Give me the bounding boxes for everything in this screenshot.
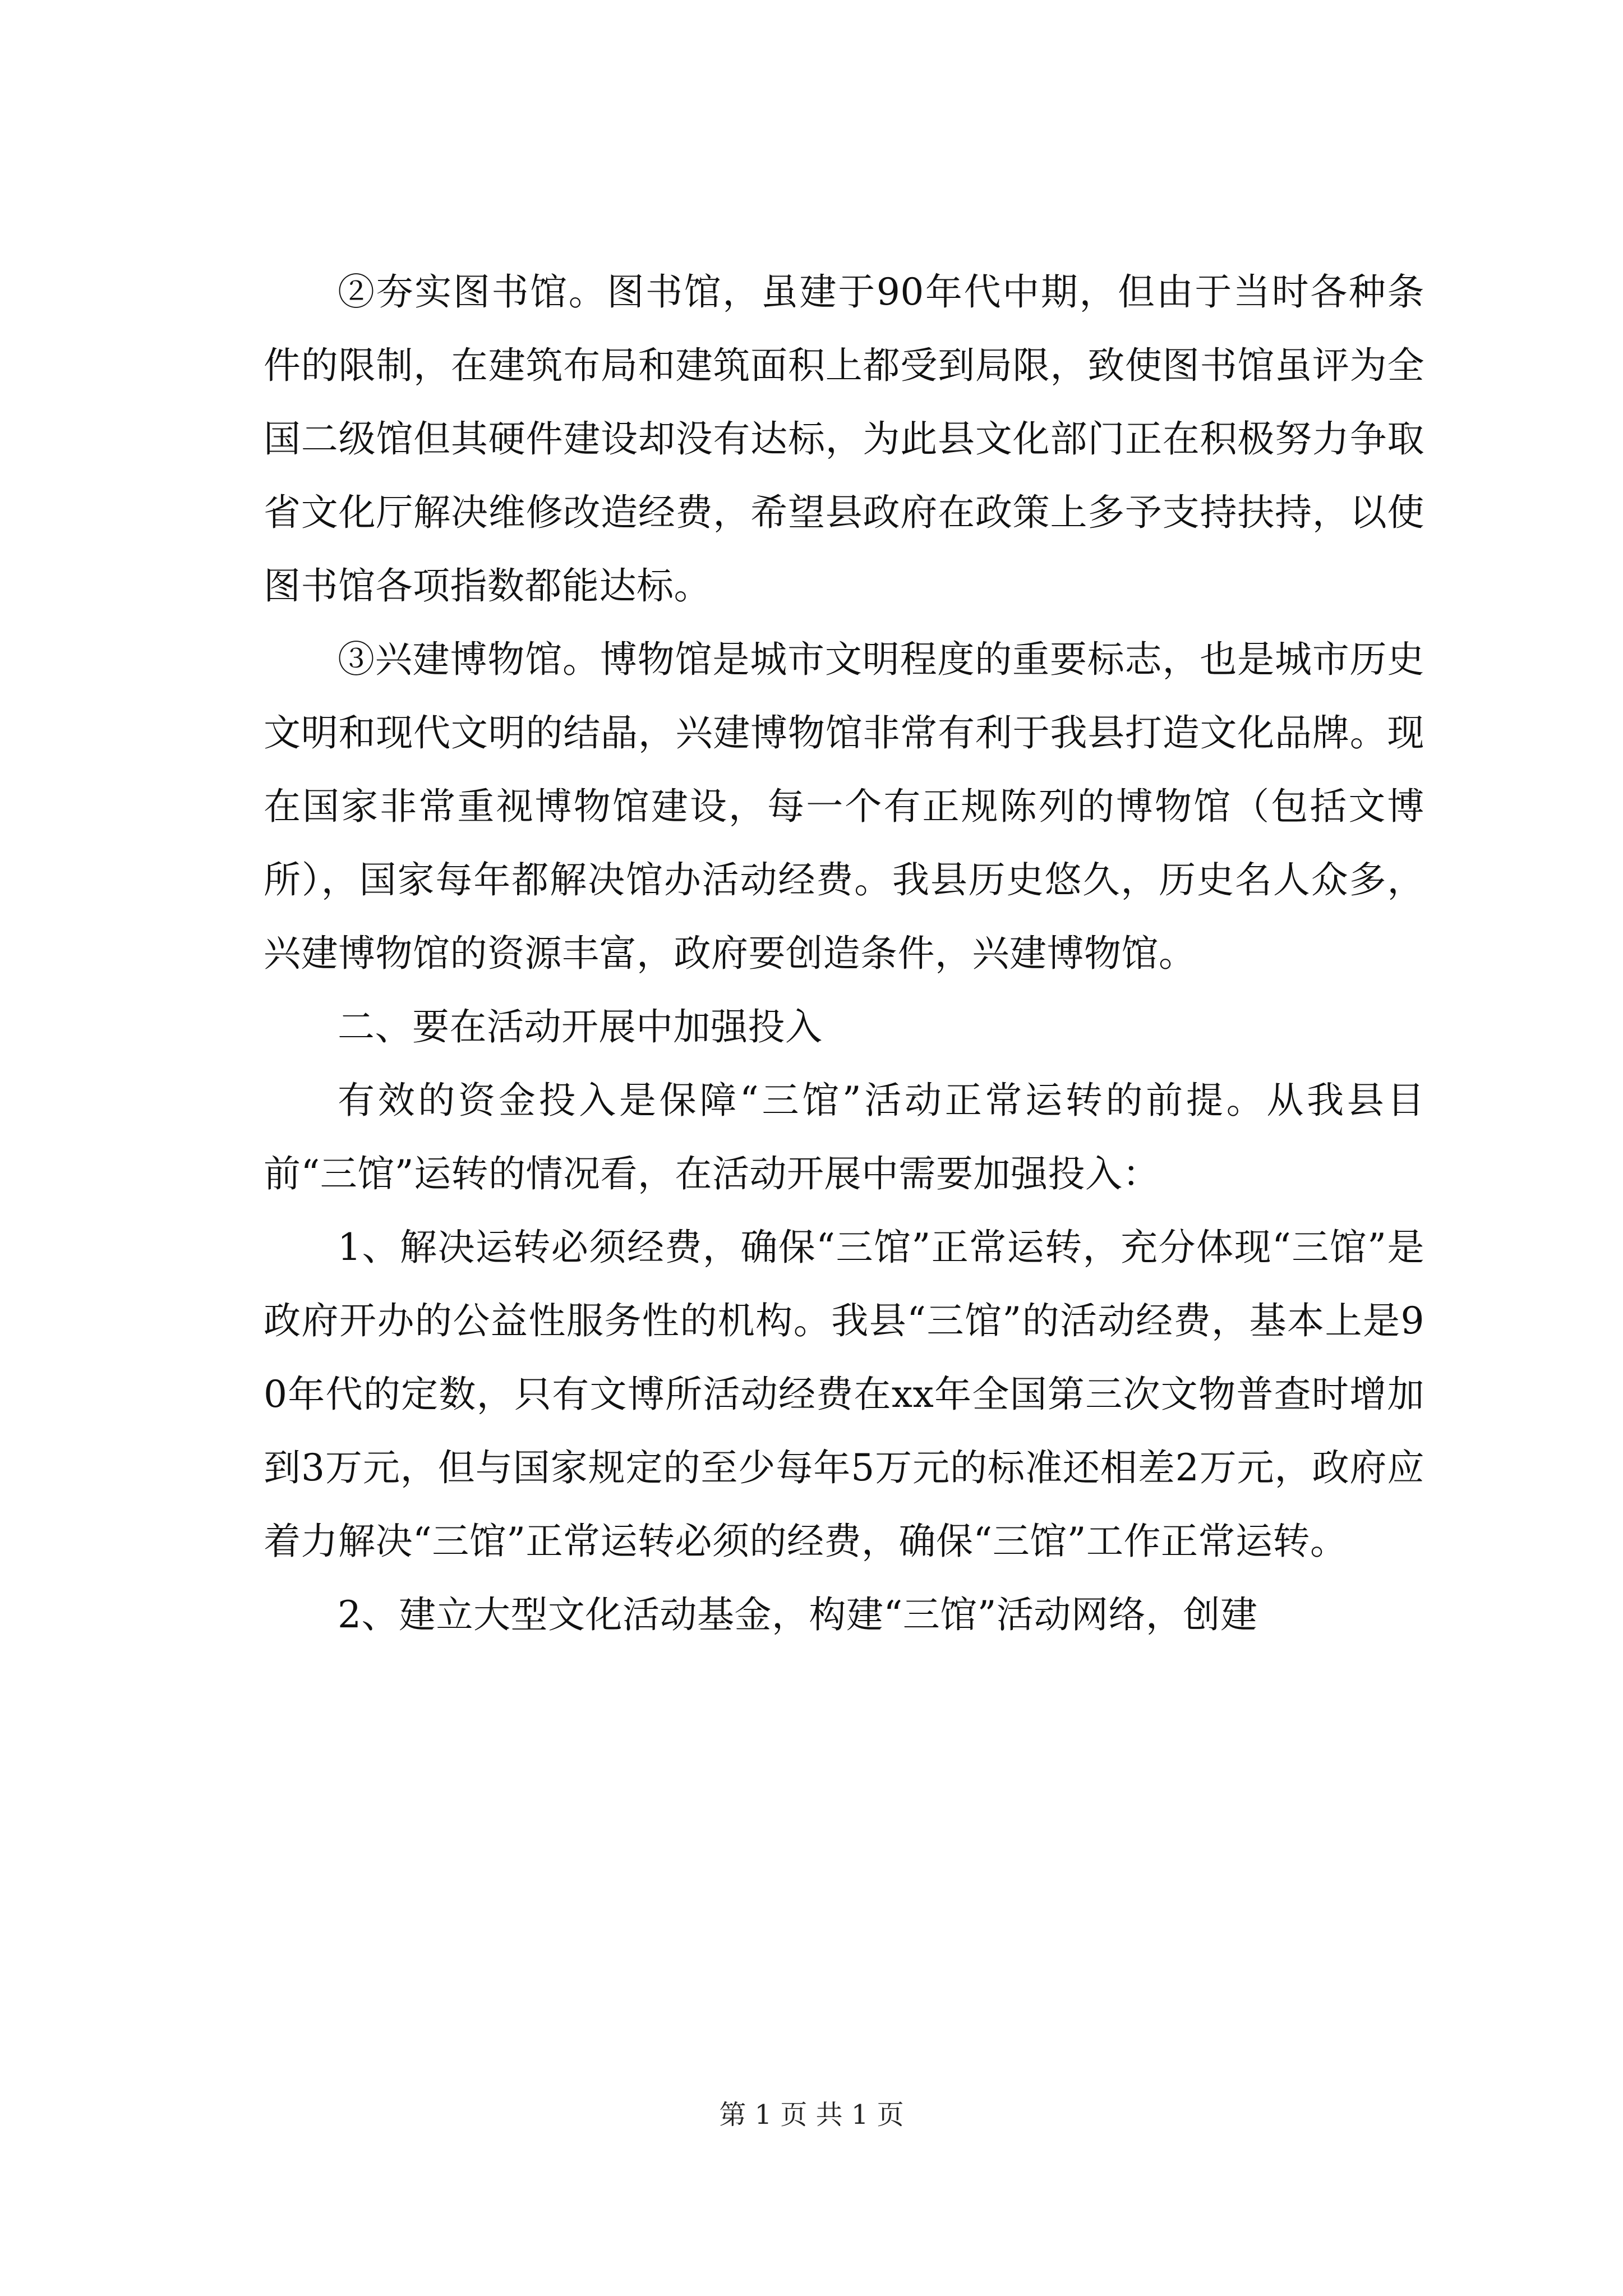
paragraph-funding-intro: 有效的资金投入是保障“三馆”活动正常运转的前提。从我县目前“三馆”运转的情况看，在活动开展中需要加强投入： xyxy=(264,1079,1424,1195)
paragraph-museum: ③兴建博物馆。博物馆是城市文明程度的重要标志，也是城市历史文明和现代文明的结晶，兴建博物馆非常有利于我县打造文化品牌。现在国家非常重视博物馆建设，每一个有正规陈列的博物馆（包括文博所），国家每年都解决馆办活动经费。我县历史悠久，历史名人众多，兴建博物馆的资源丰富，政府要创造条件，兴建博物馆。 xyxy=(264,638,1424,975)
paragraph-library: ②夯实图书馆。图书馆，虽建于90年代中期，但由于当时各种条件的限制，在建筑布局和建筑面积上都受到局限，致使图书馆虽评为全国二级馆但其硬件建设却没有达标，为此县文化部门正在积极努力争取省文化厅解决维修改造经费，希望县政府在政策上多予支持扶持，以使图书馆各项指数都能达标。 xyxy=(264,270,1424,608)
paragraph-operating-funds: 1、解决运转必须经费，确保“三馆”正常运转，充分体现“三馆”是政府开办的公益性服务性的机构。我县“三馆”的活动经费，基本上是90年代的定数，只有文博所活动经费在xx年全国第三次文物普查时增加到3万元，但与国家规定的至少每年5万元的标准还相差2万元，政府应着力解决“三馆”正常运转必须的经费，确保“三馆”工作正常运转。 xyxy=(264,1226,1424,1563)
document-body xyxy=(264,255,1424,1651)
paragraph-activity-fund: 2、建立大型文化活动基金，构建“三馆”活动网络，创建 xyxy=(338,1593,1258,1636)
page-footer: 第 1 页 共 1 页 xyxy=(719,2099,904,2131)
section-heading: 二、要在活动开展中加强投入 xyxy=(338,1005,823,1048)
